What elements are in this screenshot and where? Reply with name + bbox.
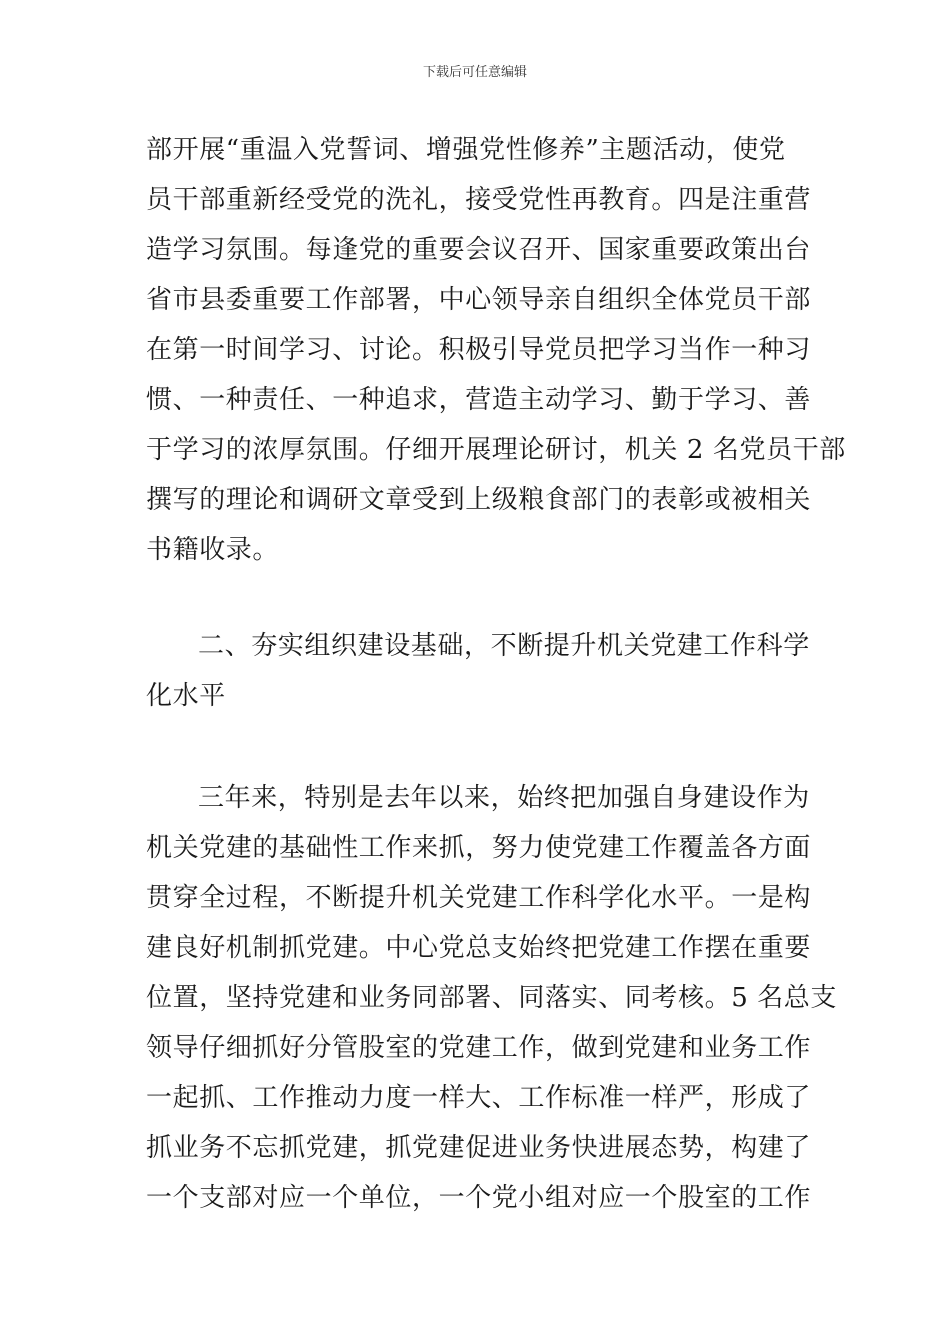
page-header: 下载后可任意编辑 (422, 65, 527, 80)
paragraph-line: 造学习氛围。每逢党的重要会议召开、国家重要政策出台 (146, 235, 812, 265)
paragraph-line: 机关党建的基础性工作来抓，努力使党建工作覆盖各方面 (146, 833, 812, 863)
paragraph-line: 位置，坚持党建和业务同部署、同落实、同考核。5 名总支 (146, 983, 838, 1013)
paragraph-line: 书籍收录。 (146, 535, 280, 565)
paragraph-line: 建良好机制抓党建。中心党总支始终把党建工作摆在重要 (146, 933, 812, 963)
paragraph-line: 抓业务不忘抓党建，抓党建促进业务快进展态势，构建了 (146, 1133, 812, 1163)
paragraph-line: 一个支部对应一个单位，一个党小组对应一个股室的工作 (146, 1183, 812, 1213)
paragraph-line: 一起抓、工作推动力度一样大、工作标准一样严，形成了 (146, 1083, 812, 1113)
paragraph-line: 三年来，特别是去年以来，始终把加强自身建设作为 (198, 783, 810, 813)
paragraph-line: 惯、一种责任、一种追求，营造主动学习、勤于学习、善 (146, 385, 812, 415)
paragraph-line: 撰写的理论和调研文章受到上级粮食部门的表彰或被相关 (146, 485, 812, 515)
paragraph-line: 省市县委重要工作部署，中心领导亲自组织全体党员干部 (146, 285, 812, 315)
section-heading-line: 二、夯实组织建设基础，不断提升机关党建工作科学 (198, 631, 810, 661)
section-heading-line: 化水平 (146, 681, 226, 711)
paragraph-line: 在第一时间学习、讨论。积极引导党员把学习当作一种习 (146, 335, 812, 365)
paragraph-line: 贯穿全过程，不断提升机关党建工作科学化水平。一是构 (146, 883, 812, 913)
paragraph-line: 员干部重新经受党的洗礼，接受党性再教育。四是注重营 (146, 185, 812, 215)
paragraph-line: 于学习的浓厚氛围。仔细开展理论研讨，机关 2 名党员干部 (146, 435, 846, 465)
paragraph-line: 部开展“重温入党誓词、增强党性修养”主题活动，使党 (146, 135, 786, 165)
paragraph-line: 领导仔细抓好分管股室的党建工作，做到党建和业务工作 (146, 1033, 812, 1063)
